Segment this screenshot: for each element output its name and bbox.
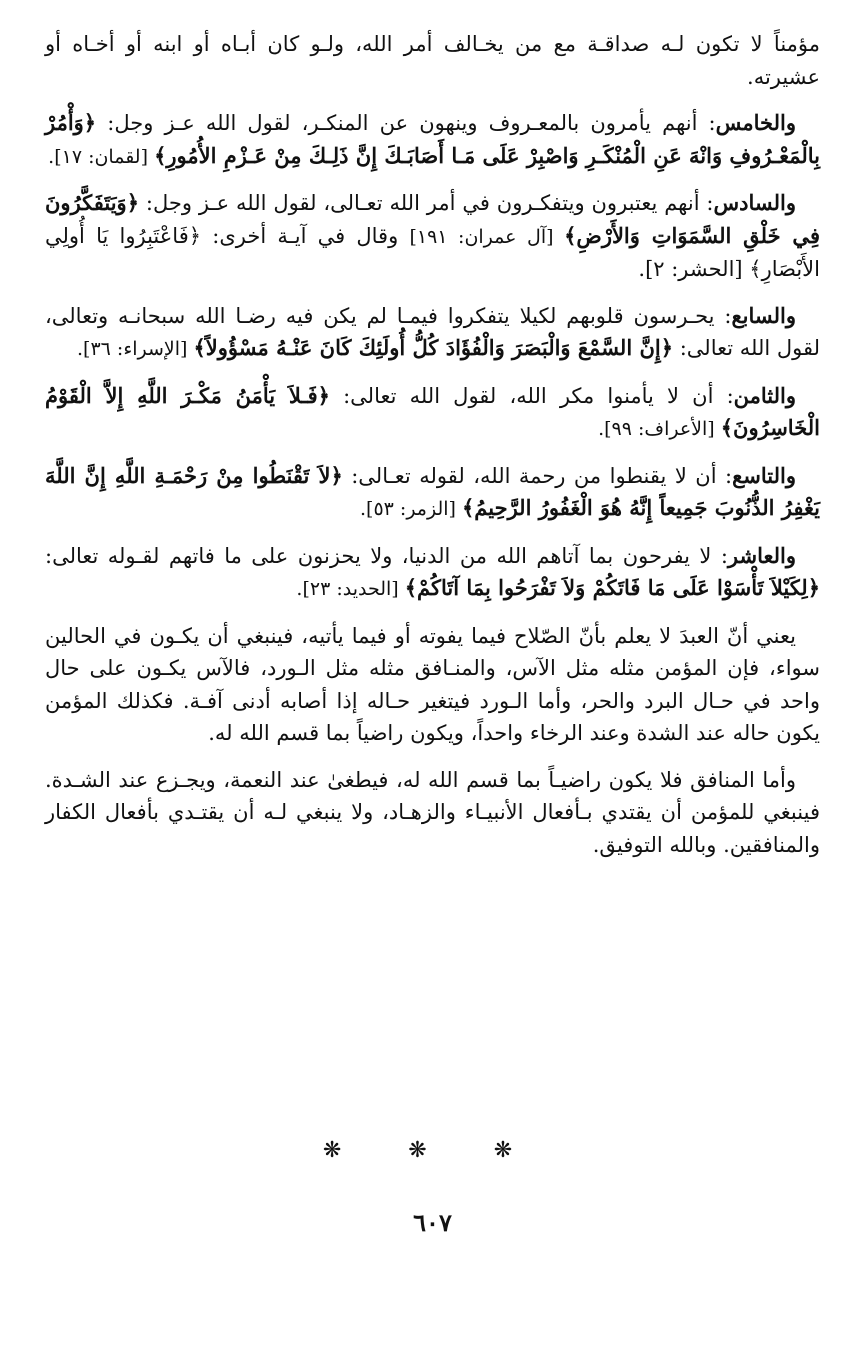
verse-reference: [لقمان: ١٧]. <box>48 145 155 168</box>
paragraph-sixth <box>45 187 820 286</box>
page-body <box>45 28 820 875</box>
paragraph-lead: والسابع <box>731 302 796 328</box>
verse-reference: [الأعراف: ٩٩]. <box>598 418 721 440</box>
quran-verse: ﴿لاَ تَقْنَطُوا مِنْ رَحْمَـةِ اللَّهِ إِنَّ اللَّهَ يَغْفِرُ الذُّنُوبَ جَمِيعاً إِنَّهُ هُوَ الْغَفُورُ الرَّحِيمُ﴾ <box>45 462 820 520</box>
verse-reference: [الحديد: ٢٣]. <box>296 578 405 600</box>
paragraph-text: : أنهم يأمرون بالمعـروف وينهون عن المنكـر، لقول الله عـز وجل: <box>96 111 716 135</box>
quran-verse: ﴿وَيَتَفَكَّرُونَ فِي خَلْقِ السَّمَوَاتِ وَالأَرْضِ﴾ <box>45 190 820 248</box>
verse-reference: [الزمر: ٥٣]. <box>360 498 462 520</box>
quran-verse: ﴿وَأْمُرْ بِالْمَعْـرُوفِ وَانْهَ عَنِ الْمُنْكَـرِ وَاصْبِرْ عَلَى مَـا أَصَابَـكَ إِنَّ ذَلِـكَ مِنْ عَـزْمِ الأُمُورِ﴾ <box>45 110 820 168</box>
paragraph-explanation <box>45 620 820 750</box>
paragraph-text: : أن لا يأمنوا مكر الله، لقول الله تعالى: <box>329 383 734 408</box>
paragraph-text: يعني أنّ العبدَ لا يعلم بأنّ الصّلاح فيما يفوته أو فيما يأتيه، فينبغي أن يكـون في الحالين سواء، فإن المؤمن مثله مثل الآس، والمنـافق مثله مثل الـورد، فالآس يكـون على حال واحد في حـال البرد والحر، وأما الـورد فيتغير حـاله إذا أصابه أدنى آفـة. فكذلك المؤمن يكون حاله عند الشدة وعند الرخاء واحداً، ويكون راضياً بما قسم الله له. <box>45 623 820 745</box>
paragraph-lead: والعاشر <box>727 542 796 568</box>
paragraph-text: : أنهم يعتبرون ويتفكـرون في أمر الله تعـالى، لقول الله عـز وجل: <box>139 191 714 215</box>
paragraph-conclusion <box>45 764 820 862</box>
paragraph-seventh <box>45 300 820 366</box>
paragraph-text: : أن لا يقنطوا من رحمة الله، لقوله تعـالى: <box>342 463 733 488</box>
verse-reference: [آل عمران: ١٩١] <box>409 225 565 248</box>
paragraph-lead: والتاسع <box>732 462 796 488</box>
verse-reference: [الإسراء: ٣٦]. <box>77 338 194 360</box>
paragraph-text: مؤمناً لا تكون لـه صداقـة مع من يخـالف أمر الله، ولـو كان أبـاه أو ابنه أو أخـاه أو عشيرته. <box>45 32 820 89</box>
paragraph-ninth <box>45 460 820 526</box>
paragraph-tenth <box>45 540 820 606</box>
paragraph-fifth <box>45 107 820 173</box>
quran-verse: ﴿لِكَيْلاَ تَأْسَوْا عَلَى مَا فَاتَكُمْ وَلاَ تَفْرَحُوا بِمَا آتَاكُمْ﴾ <box>404 575 820 600</box>
section-separator: ❋ ❋ ❋ <box>322 1138 543 1163</box>
paragraph-eighth <box>45 380 820 446</box>
paragraph-lead: والخامس <box>715 110 796 135</box>
paragraph-tail: وقال في آيـة أخرى: ﴿فَاعْتَبِرُوا يَا أُولِي الأَبْصَارِ﴾ [الحشر: ٢]. <box>45 223 820 281</box>
paragraph-continuation <box>45 28 820 93</box>
paragraph-lead: والثامن <box>733 382 796 408</box>
paragraph-text: : يحـرسون قلوبهم لكيلا يتفكروا فيمـا لم يكن فيه رضـا الله سبحانـه وتعالى، لقول الله تعالى: <box>45 303 820 360</box>
paragraph-text: وأما المنافق فلا يكون راضيـاً بما قسم الله له، فيطغىٰ عند النعمة، ويجـزع عند الشـدة. فينبغي للمؤمن أن يقتدي بـأفعال الأنبيـاء والزهـاد، ولا ينبغي لـه أن يقتـدي بأفعال الكفار والمنافقين. وبالله التوفيق. <box>45 767 820 857</box>
paragraph-lead: والسادس <box>713 190 796 215</box>
quran-verse: ﴿إِنَّ السَّمْعَ وَالْبَصَرَ وَالْفُؤَادَ كُلُّ أُولَئِكَ كَانَ عَنْـهُ مَسْؤُولاً﴾ <box>193 335 674 360</box>
quran-verse: ﴿فَـلاَ يَأْمَنُ مَكْـرَ اللَّهِ إِلاَّ الْقَوْمُ الْخَاسِرُونَ﴾ <box>45 382 820 440</box>
paragraph-text: : لا يفرحون بما آتاهم الله من الدنيا، ولا يحزنون على ما فاتهم لقـوله تعالى: <box>45 543 728 568</box>
page-number: ٦٠٧ <box>413 1208 452 1237</box>
